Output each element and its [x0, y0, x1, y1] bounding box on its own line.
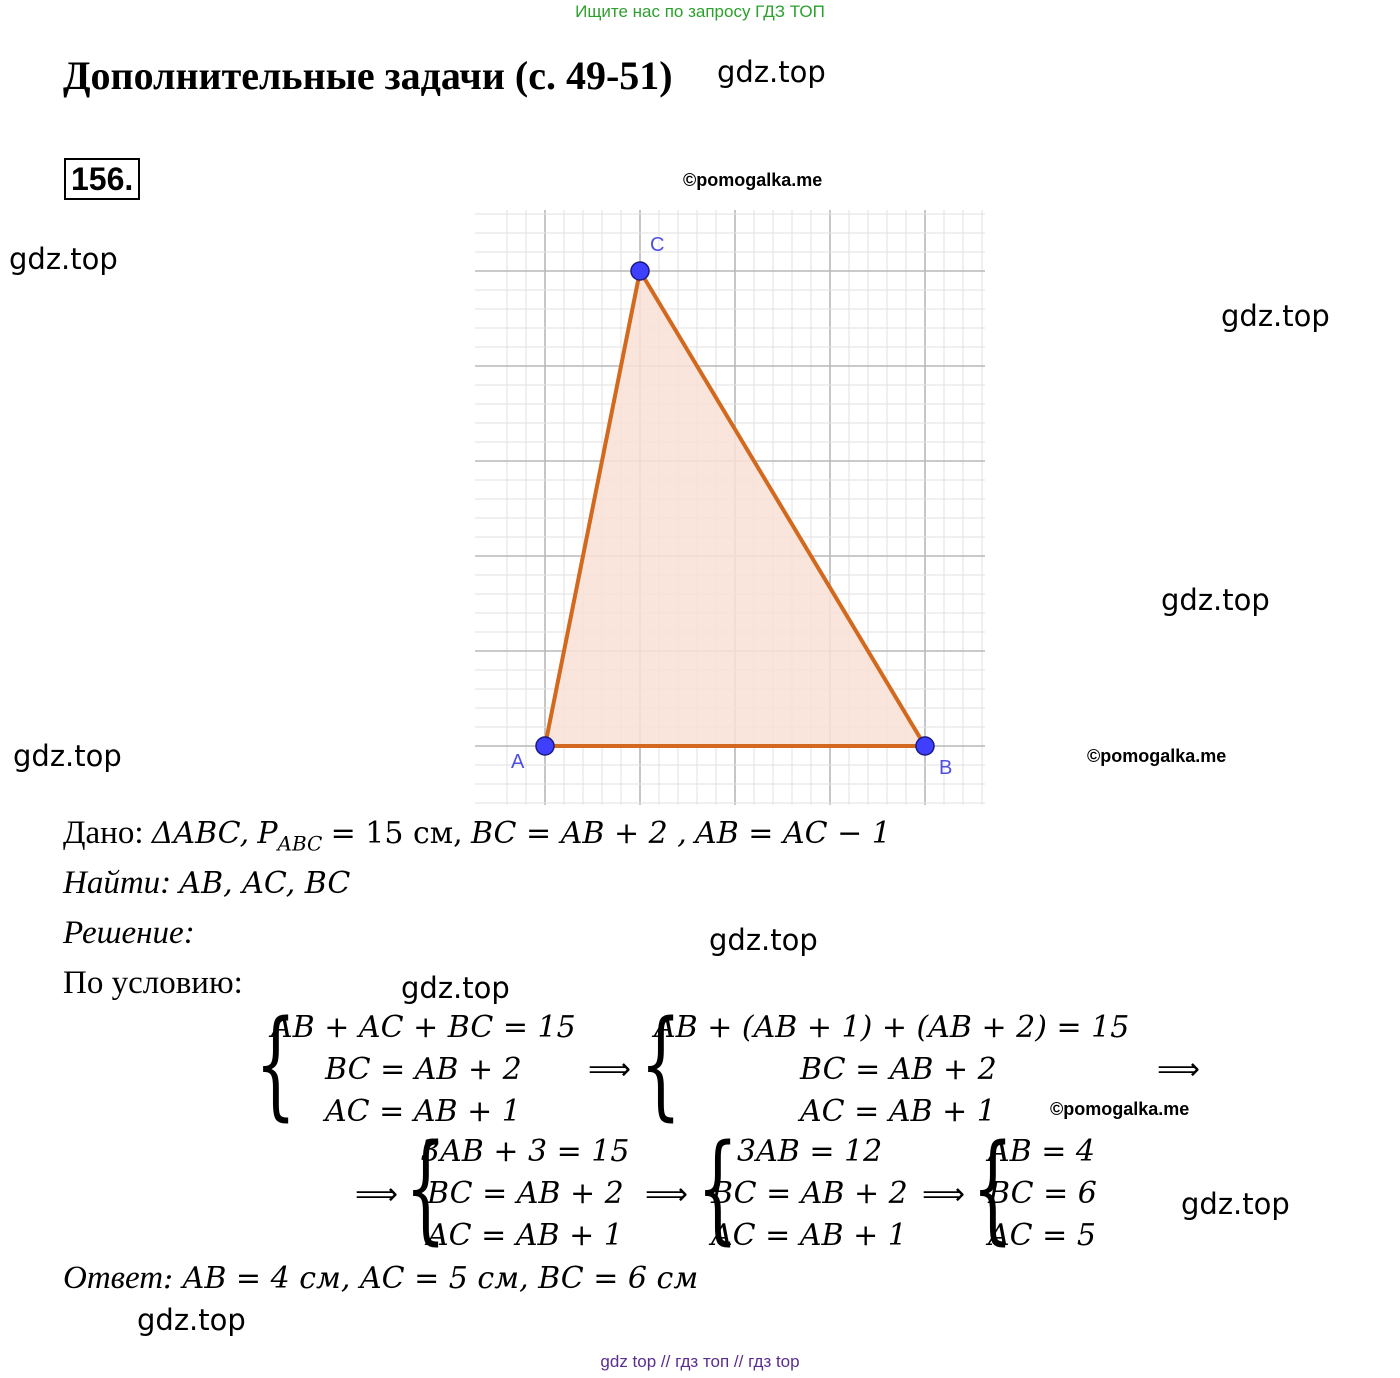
- triangle-figure: [470, 205, 990, 810]
- find-label: Найти:: [63, 865, 172, 901]
- system-5-eq-2: BC = 6: [988, 1176, 1097, 1211]
- top-banner: Ищите нас по запросу ГДЗ ТОП: [575, 2, 825, 21]
- system-1-eq-3: AC = AB + 1: [325, 1094, 521, 1129]
- footer-links: gdz top // гдз топ // гдз top: [600, 1352, 800, 1371]
- vertex-B: [916, 737, 934, 755]
- system-3-eq-3: AC = AB + 1: [427, 1218, 623, 1253]
- given-line: [63, 815, 891, 856]
- brace: {: [405, 1118, 447, 1256]
- watermark-gdz: gdz.top: [401, 971, 510, 1005]
- system-4-eq-1: 3AB = 12: [737, 1134, 883, 1169]
- page-title: Дополнительные задачи (с. 49-51): [63, 53, 673, 98]
- vertex-label-B: B: [939, 757, 953, 779]
- system-4-eq-2: BC = AB + 2: [711, 1176, 908, 1211]
- watermark-pomogalka: ©pomogalka.me: [683, 170, 823, 190]
- system-3-eq-2: BC = AB + 2: [427, 1176, 624, 1211]
- system-5-eq-1: AB = 4: [988, 1134, 1096, 1169]
- watermark-gdz: gdz.top: [137, 1303, 246, 1337]
- system-4-eq-3: AC = AB + 1: [711, 1218, 907, 1253]
- task-number: 156.: [64, 158, 140, 200]
- given-perimeter-sub: ABC: [277, 831, 323, 856]
- watermark-gdz: gdz.top: [9, 242, 118, 276]
- given-condition-1: BC = AB + 2 ,: [470, 816, 687, 851]
- solution-label: Решение:: [63, 915, 195, 951]
- watermark-gdz: gdz.top: [717, 55, 826, 89]
- system-1-eq-1: AB + AC + BC = 15: [271, 1010, 576, 1045]
- implies-arrow: ⟹: [922, 1177, 966, 1212]
- brace: {: [255, 994, 297, 1132]
- vertex-label-A: A: [511, 751, 525, 773]
- system-2-eq-2: BC = AB + 2: [800, 1052, 997, 1087]
- vertex-label-C: C: [650, 234, 665, 256]
- answer-label: Ответ: [63, 1260, 164, 1296]
- system-5-eq-3: AC = 5: [988, 1218, 1096, 1253]
- watermark-gdz: gdz.top: [1161, 583, 1270, 617]
- vertex-A: [536, 737, 554, 755]
- implies-arrow: ⟹: [1157, 1052, 1201, 1087]
- given-condition-2: AB = AC − 1: [695, 816, 891, 851]
- given-perimeter-value: = 15 см,: [330, 816, 463, 851]
- system-3-eq-1: 3AB + 3 = 15: [421, 1134, 630, 1169]
- system-1-eq-2: BC = AB + 2: [325, 1052, 522, 1087]
- find-line: [63, 865, 350, 902]
- watermark-pomogalka: ©pomogalka.me: [1087, 746, 1227, 766]
- find-value: AB, AC, BC: [179, 866, 351, 901]
- watermark-gdz: gdz.top: [13, 739, 122, 773]
- brace: {: [640, 994, 682, 1132]
- watermark-gdz: gdz.top: [1221, 299, 1330, 333]
- system-2-eq-1: AB + (AB + 1) + (AB + 2) = 15: [654, 1010, 1130, 1045]
- answer-line: [63, 1260, 698, 1297]
- brace: {: [972, 1118, 1014, 1256]
- watermark-gdz: gdz.top: [709, 923, 818, 957]
- given-label: Дано:: [63, 815, 144, 851]
- vertex-C: [631, 262, 649, 280]
- watermark-gdz: gdz.top: [1181, 1187, 1290, 1221]
- brace: {: [697, 1118, 739, 1256]
- given-triangle: ΔABC,: [151, 816, 250, 851]
- implies-arrow: ⟹: [645, 1177, 689, 1212]
- given-perimeter: P: [257, 816, 278, 851]
- watermark-pomogalka: ©pomogalka.me: [1050, 1099, 1190, 1119]
- answer-value: : AB = 4 см, AC = 5 см, BC = 6 см: [163, 1261, 699, 1296]
- implies-arrow: ⟹: [355, 1177, 399, 1212]
- implies-arrow: ⟹: [588, 1052, 632, 1087]
- system-2-eq-3: AC = AB + 1: [800, 1094, 996, 1129]
- condition-label: По условию:: [63, 965, 243, 1001]
